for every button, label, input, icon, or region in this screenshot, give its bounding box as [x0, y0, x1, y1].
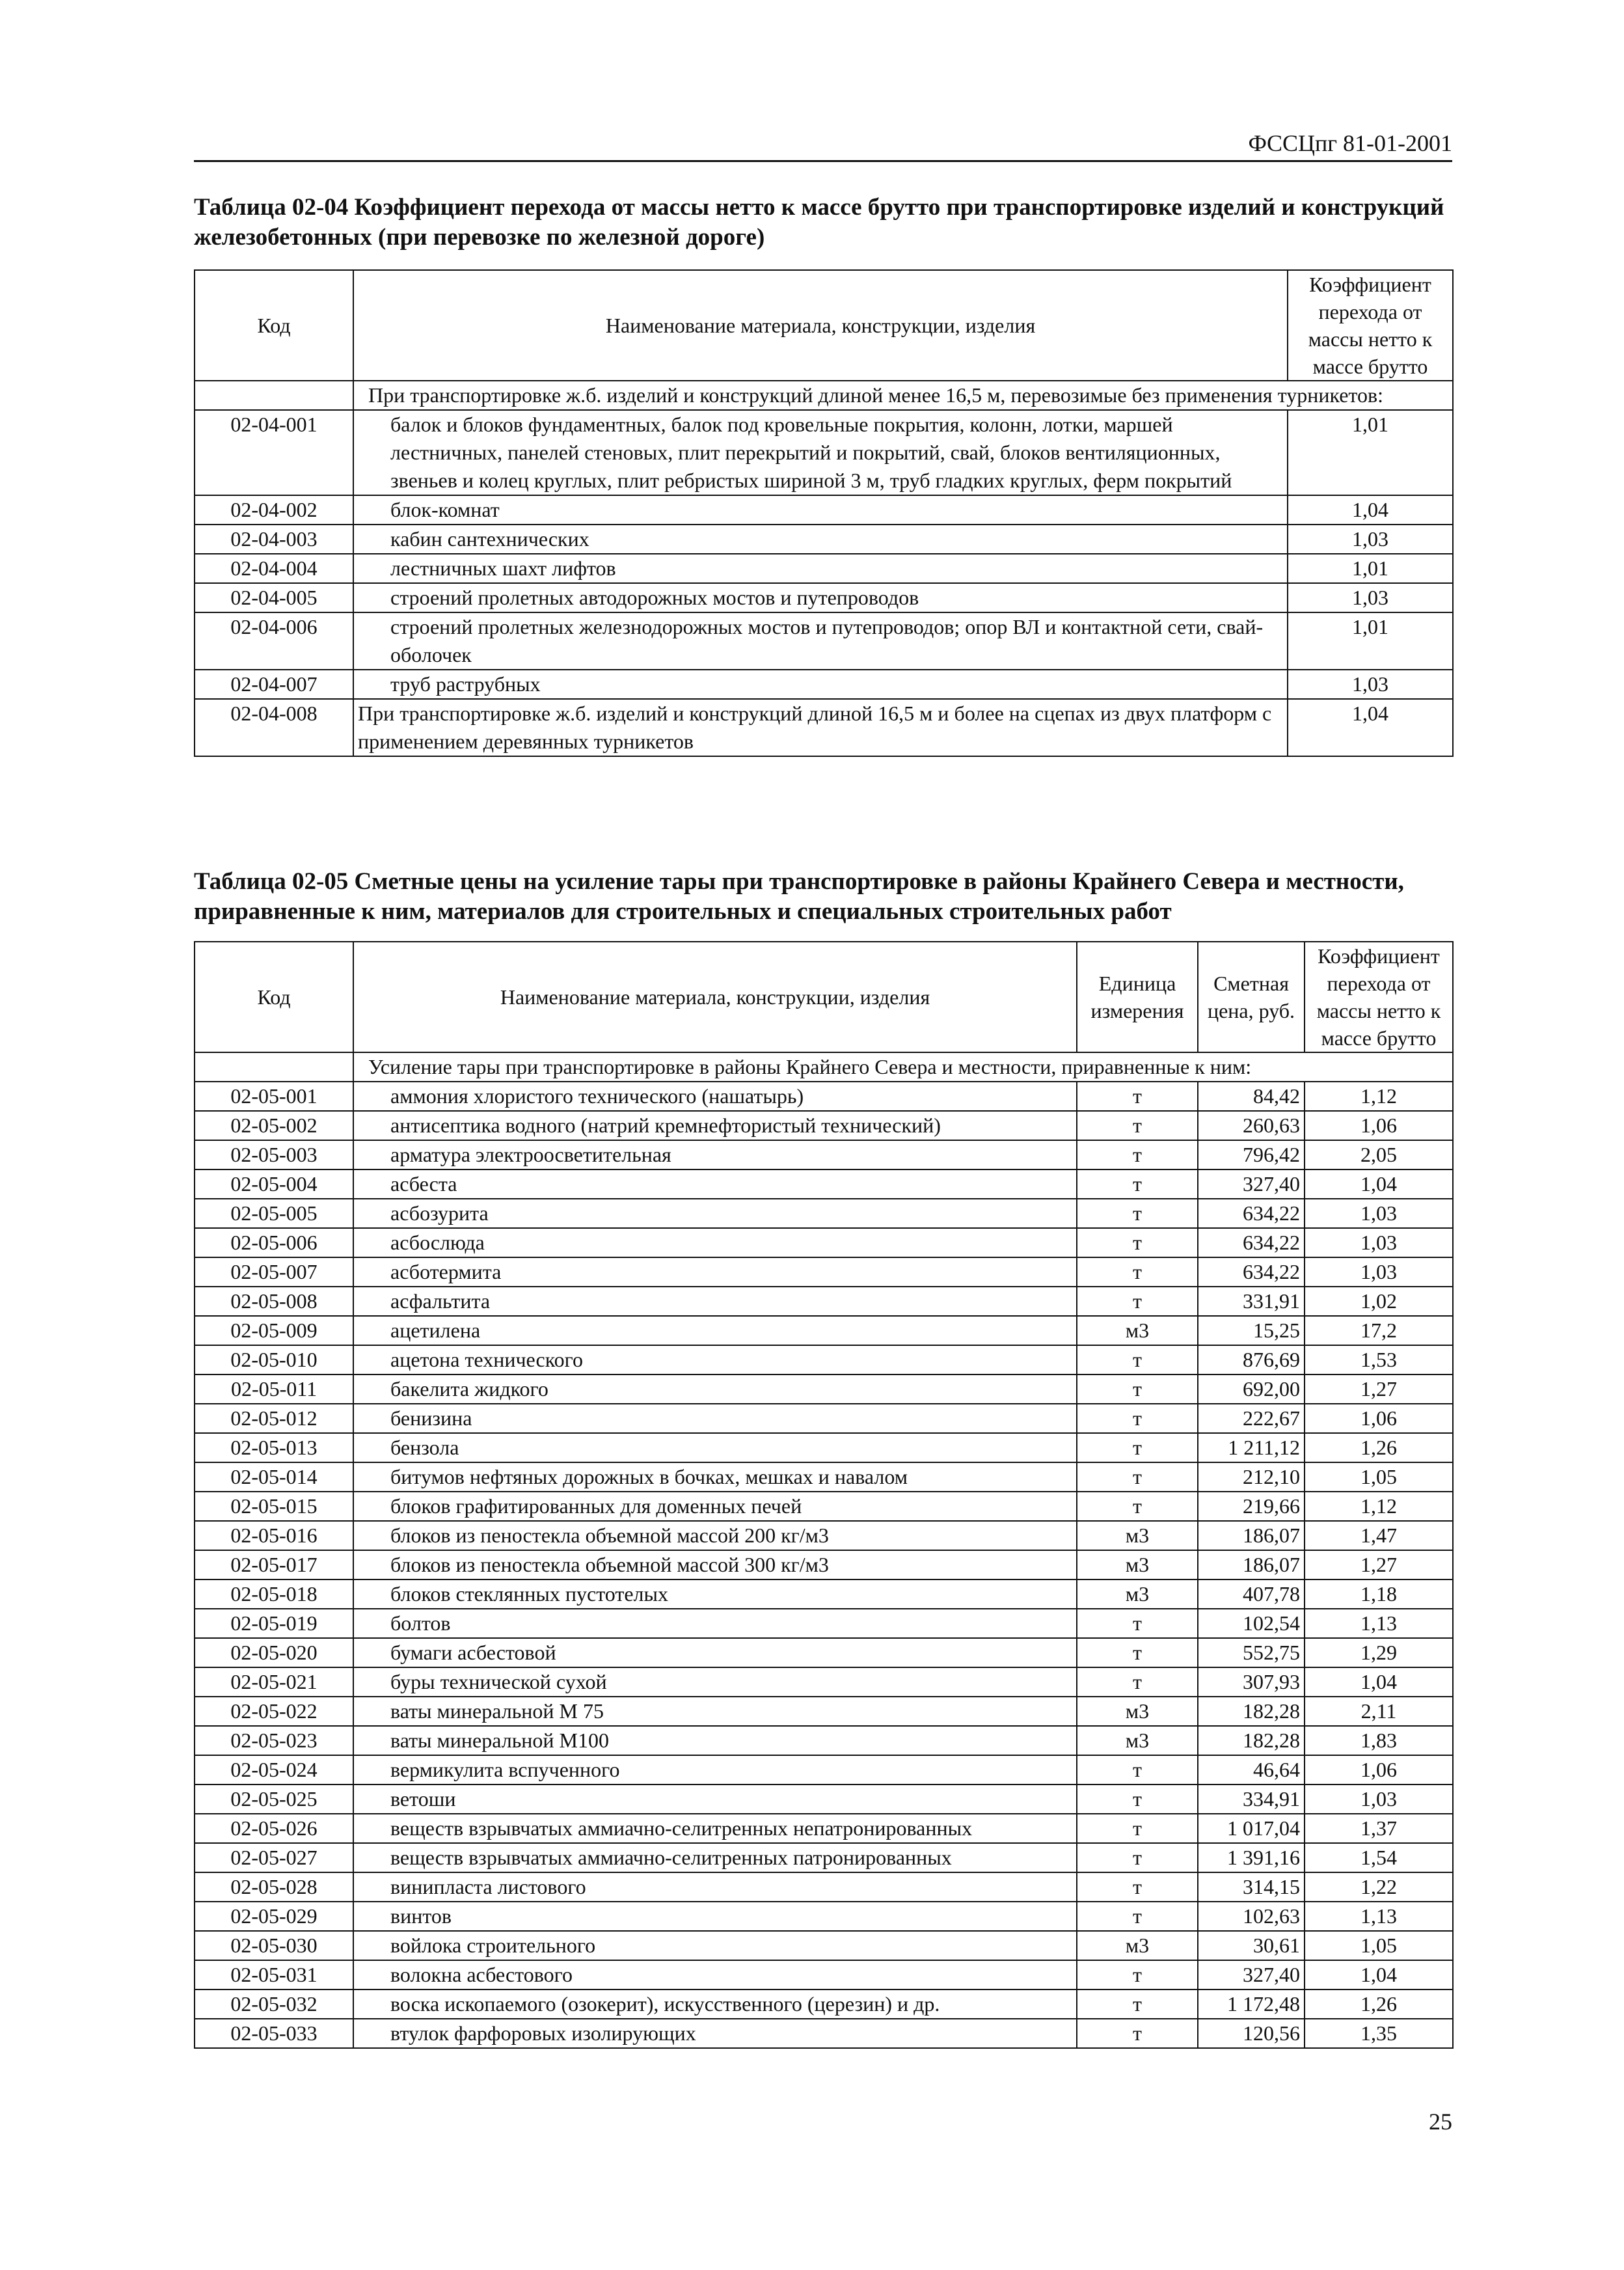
section-row	[195, 1052, 1453, 1082]
table-02-05	[194, 941, 1454, 2049]
row-code: 02-05-025	[195, 1785, 353, 1814]
row-code: 02-05-022	[195, 1697, 353, 1726]
row-coef: 1,01	[1288, 554, 1453, 583]
row-coef: 17,2	[1305, 1316, 1453, 1345]
row-unit: т	[1077, 1374, 1198, 1404]
row-code: 02-04-007	[195, 670, 353, 699]
table-row	[195, 1960, 1453, 1990]
row-unit: м3	[1077, 1931, 1198, 1960]
row-coef: 1,47	[1305, 1521, 1453, 1550]
table-row	[195, 1902, 1453, 1931]
row-price: 222,67	[1198, 1404, 1305, 1433]
row-code: 02-05-005	[195, 1199, 353, 1228]
table-row	[195, 1638, 1453, 1667]
row-code: 02-05-024	[195, 1755, 353, 1785]
row-coef: 1,04	[1305, 1169, 1453, 1199]
row-code: 02-05-026	[195, 1814, 353, 1843]
column-header-coef: Коэффициент перехода от массы нетто к массе брутто	[1305, 942, 1453, 1052]
row-code: 02-05-019	[195, 1609, 353, 1638]
row-code: 02-05-012	[195, 1404, 353, 1433]
table-row	[195, 1492, 1453, 1521]
row-name: блоков из пеностекла объемной массой 200 кг/м3	[353, 1521, 1077, 1550]
table-row	[195, 612, 1453, 670]
row-coef: 1,03	[1305, 1257, 1453, 1287]
row-price: 634,22	[1198, 1257, 1305, 1287]
row-coef: 1,26	[1305, 1433, 1453, 1462]
row-price: 327,40	[1198, 1960, 1305, 1990]
row-price: 120,56	[1198, 2019, 1305, 2048]
row-coef: 1,04	[1288, 699, 1453, 756]
row-name: винипласта листового	[353, 1872, 1077, 1902]
row-unit: м3	[1077, 1697, 1198, 1726]
row-price: 1 017,04	[1198, 1814, 1305, 1843]
row-coef: 1,06	[1305, 1111, 1453, 1140]
row-price: 84,42	[1198, 1082, 1305, 1111]
table-02-04-title: Таблица 02-04 Коэффициент перехода от массы нетто к массе брутто при транспортировке изделий и конструкций железобетонных (при перевозке по железной дороге)	[194, 194, 1444, 251]
row-code: 02-05-008	[195, 1287, 353, 1316]
row-name: веществ взрывчатых аммиачно-селитренных непатронированных	[353, 1814, 1077, 1843]
row-code: 02-05-010	[195, 1345, 353, 1374]
table-row	[195, 1433, 1453, 1462]
row-coef: 1,04	[1305, 1960, 1453, 1990]
row-coef: 1,05	[1305, 1931, 1453, 1960]
row-name: балок и блоков фундаментных, балок под кровельные покрытия, колонн, лотки, маршей лестничных, панелей стеновых, плит перекрытий и покрытий, свай, блоков вентиляционных, звеньев и колец круглых, плит ребристых шириной 3 м, труб гладких круглых, ферм покрытий	[353, 410, 1288, 495]
column-header-price: Сметная цена, руб.	[1198, 942, 1305, 1052]
row-coef: 1,06	[1305, 1755, 1453, 1785]
row-code: 02-05-007	[195, 1257, 353, 1287]
table-row	[195, 1609, 1453, 1638]
row-unit: т	[1077, 1287, 1198, 1316]
table-row	[195, 670, 1453, 699]
column-header-name: Наименование материала, конструкции, изделия	[353, 270, 1288, 381]
row-unit: т	[1077, 1257, 1198, 1287]
row-price: 102,54	[1198, 1609, 1305, 1638]
row-coef: 1,53	[1305, 1345, 1453, 1374]
row-name: ваты минеральной М100	[353, 1726, 1077, 1755]
row-price: 331,91	[1198, 1287, 1305, 1316]
row-coef: 1,04	[1288, 495, 1453, 525]
row-name: ацетилена	[353, 1316, 1077, 1345]
row-price: 212,10	[1198, 1462, 1305, 1492]
page-number: 25	[1429, 2109, 1452, 2135]
row-coef: 1,12	[1305, 1492, 1453, 1521]
row-coef: 1,83	[1305, 1726, 1453, 1755]
row-name: асфальтита	[353, 1287, 1077, 1316]
table-row	[195, 525, 1453, 554]
row-coef: 2,05	[1305, 1140, 1453, 1169]
row-price: 796,42	[1198, 1140, 1305, 1169]
section-row	[195, 381, 1453, 410]
row-unit: т	[1077, 1199, 1198, 1228]
row-unit: т	[1077, 1462, 1198, 1492]
row-name: бакелита жидкого	[353, 1374, 1077, 1404]
row-coef: 1,27	[1305, 1374, 1453, 1404]
table-row	[195, 1404, 1453, 1433]
row-name: строений пролетных железнодорожных мостов и путепроводов; опор ВЛ и контактной сети, свай-оболочек	[353, 612, 1288, 670]
table-02-05-title: Таблица 02-05 Сметные цены на усиление тары при транспортировке в районы Крайнего Севера и местности, приравненные к ним, материалов для строительных и специальных строительных работ	[194, 868, 1404, 925]
row-code: 02-05-009	[195, 1316, 353, 1345]
row-name: блоков из пеностекла объемной массой 300 кг/м3	[353, 1550, 1077, 1579]
section-label: При транспортировке ж.б. изделий и конструкций длиной менее 16,5 м, перевозимые без применения турникетов:	[353, 381, 1453, 410]
row-price: 876,69	[1198, 1345, 1305, 1374]
row-coef: 1,03	[1305, 1785, 1453, 1814]
row-code: 02-05-003	[195, 1140, 353, 1169]
row-name: аммония хлористого технического (нашатырь)	[353, 1082, 1077, 1111]
row-unit: т	[1077, 1814, 1198, 1843]
table-header-row	[195, 270, 1453, 381]
row-name: волокна асбестового	[353, 1960, 1077, 1990]
row-code: 02-05-002	[195, 1111, 353, 1140]
row-name: кабин сантехнических	[353, 525, 1288, 554]
table-02-04	[194, 269, 1454, 757]
row-name: труб раструбных	[353, 670, 1288, 699]
row-price: 327,40	[1198, 1169, 1305, 1199]
row-code: 02-04-003	[195, 525, 353, 554]
row-coef: 2,11	[1305, 1697, 1453, 1726]
column-header-coef: Коэффициент перехода от массы нетто к массе брутто	[1288, 270, 1453, 381]
row-price: 260,63	[1198, 1111, 1305, 1140]
row-coef: 1,03	[1288, 583, 1453, 612]
column-header-code: Код	[195, 270, 353, 381]
table-row	[195, 495, 1453, 525]
row-price: 182,28	[1198, 1726, 1305, 1755]
row-price: 219,66	[1198, 1492, 1305, 1521]
row-code: 02-05-018	[195, 1579, 353, 1609]
row-coef: 1,02	[1305, 1287, 1453, 1316]
row-unit: т	[1077, 1902, 1198, 1931]
table-row	[195, 1287, 1453, 1316]
table-row	[195, 410, 1453, 495]
row-price: 334,91	[1198, 1785, 1305, 1814]
row-code: 02-05-014	[195, 1462, 353, 1492]
row-name: вермикулита вспученного	[353, 1755, 1077, 1785]
row-name: войлока строительного	[353, 1931, 1077, 1960]
row-name: блоков графитированных для доменных печей	[353, 1492, 1077, 1521]
table-row	[195, 1990, 1453, 2019]
row-unit: т	[1077, 1140, 1198, 1169]
row-price: 102,63	[1198, 1902, 1305, 1931]
row-coef: 1,01	[1288, 410, 1453, 495]
row-coef: 1,05	[1305, 1462, 1453, 1492]
row-unit: т	[1077, 1990, 1198, 2019]
row-unit: т	[1077, 1404, 1198, 1433]
row-price: 552,75	[1198, 1638, 1305, 1667]
row-code: 02-05-006	[195, 1228, 353, 1257]
row-name: втулок фарфоровых изолирующих	[353, 2019, 1077, 2048]
row-price: 634,22	[1198, 1228, 1305, 1257]
row-coef: 1,27	[1305, 1550, 1453, 1579]
table-row	[195, 699, 1453, 756]
row-coef: 1,13	[1305, 1902, 1453, 1931]
column-header-unit: Единица измерения	[1077, 942, 1198, 1052]
row-coef: 1,35	[1305, 2019, 1453, 2048]
row-price: 1 391,16	[1198, 1843, 1305, 1872]
row-unit: т	[1077, 1638, 1198, 1667]
row-name: строений пролетных автодорожных мостов и путепроводов	[353, 583, 1288, 612]
row-coef: 1,03	[1305, 1228, 1453, 1257]
row-coef: 1,22	[1305, 1872, 1453, 1902]
table-row	[195, 1228, 1453, 1257]
row-price: 15,25	[1198, 1316, 1305, 1345]
row-coef: 1,54	[1305, 1843, 1453, 1872]
row-name: битумов нефтяных дорожных в бочках, мешках и навалом	[353, 1462, 1077, 1492]
column-header-code: Код	[195, 942, 353, 1052]
document-code-header	[194, 128, 1452, 162]
table-row	[195, 1374, 1453, 1404]
row-unit: т	[1077, 1872, 1198, 1902]
row-code: 02-05-030	[195, 1931, 353, 1960]
row-code: 02-04-005	[195, 583, 353, 612]
row-name: буры технической сухой	[353, 1667, 1077, 1697]
row-coef: 1,04	[1305, 1667, 1453, 1697]
row-name: При транспортировке ж.б. изделий и конструкций длиной 16,5 м и более на сцепах из двух платформ с применением деревянных турникетов	[353, 699, 1288, 756]
table-row	[195, 1550, 1453, 1579]
row-name: бумаги асбестовой	[353, 1638, 1077, 1667]
table-row	[195, 583, 1453, 612]
row-name: бенизина	[353, 1404, 1077, 1433]
row-name: блок-комнат	[353, 495, 1288, 525]
row-code: 02-05-021	[195, 1667, 353, 1697]
row-name: антисептика водного (натрий кремнефтористый технический)	[353, 1111, 1077, 1140]
table-row	[195, 1667, 1453, 1697]
table-row	[195, 2019, 1453, 2048]
table-row	[195, 1872, 1453, 1902]
table-row	[195, 1579, 1453, 1609]
row-price: 46,64	[1198, 1755, 1305, 1785]
table-row	[195, 1199, 1453, 1228]
row-price: 186,07	[1198, 1521, 1305, 1550]
row-code: 02-05-020	[195, 1638, 353, 1667]
row-unit: т	[1077, 2019, 1198, 2048]
row-price: 186,07	[1198, 1550, 1305, 1579]
row-code: 02-05-029	[195, 1902, 353, 1931]
row-unit: т	[1077, 1433, 1198, 1462]
row-unit: т	[1077, 1785, 1198, 1814]
row-unit: т	[1077, 1755, 1198, 1785]
row-name: асбослюда	[353, 1228, 1077, 1257]
table-row	[195, 1785, 1453, 1814]
row-code: 02-05-016	[195, 1521, 353, 1550]
row-unit: т	[1077, 1609, 1198, 1638]
row-name: ветоши	[353, 1785, 1077, 1814]
table-row	[195, 1697, 1453, 1726]
row-coef: 1,13	[1305, 1609, 1453, 1638]
row-name: болтов	[353, 1609, 1077, 1638]
row-coef: 1,12	[1305, 1082, 1453, 1111]
row-unit: т	[1077, 1228, 1198, 1257]
row-unit: т	[1077, 1082, 1198, 1111]
row-unit: м3	[1077, 1550, 1198, 1579]
column-header-name: Наименование материала, конструкции, изделия	[353, 942, 1077, 1052]
document-code: ФССЦпг 81-01-2001	[1248, 130, 1452, 156]
row-coef: 1,18	[1305, 1579, 1453, 1609]
row-code: 02-04-001	[195, 410, 353, 495]
row-unit: т	[1077, 1492, 1198, 1521]
row-coef: 1,26	[1305, 1990, 1453, 2019]
row-code: 02-05-011	[195, 1374, 353, 1404]
row-code: 02-05-032	[195, 1990, 353, 2019]
row-name: асбозурита	[353, 1199, 1077, 1228]
row-coef: 1,37	[1305, 1814, 1453, 1843]
row-price: 634,22	[1198, 1199, 1305, 1228]
row-price: 407,78	[1198, 1579, 1305, 1609]
row-name: блоков стеклянных пустотелых	[353, 1579, 1077, 1609]
row-name: бензола	[353, 1433, 1077, 1462]
row-unit: т	[1077, 1345, 1198, 1374]
row-price: 1 211,12	[1198, 1433, 1305, 1462]
row-unit: м3	[1077, 1316, 1198, 1345]
row-coef: 1,01	[1288, 612, 1453, 670]
row-coef: 1,03	[1288, 525, 1453, 554]
row-unit: т	[1077, 1960, 1198, 1990]
row-price: 30,61	[1198, 1931, 1305, 1960]
row-unit: т	[1077, 1169, 1198, 1199]
row-name: арматура электроосветительная	[353, 1140, 1077, 1169]
row-name: ацетона технического	[353, 1345, 1077, 1374]
table-row	[195, 1843, 1453, 1872]
row-name: лестничных шахт лифтов	[353, 554, 1288, 583]
table-row	[195, 1257, 1453, 1287]
table-row	[195, 1726, 1453, 1755]
table-row	[195, 1521, 1453, 1550]
table-row	[195, 1462, 1453, 1492]
table-row	[195, 1169, 1453, 1199]
row-coef: 1,06	[1305, 1404, 1453, 1433]
row-price: 314,15	[1198, 1872, 1305, 1902]
row-code: 02-05-031	[195, 1960, 353, 1990]
row-code: 02-05-017	[195, 1550, 353, 1579]
row-code: 02-04-006	[195, 612, 353, 670]
row-name: веществ взрывчатых аммиачно-селитренных патронированных	[353, 1843, 1077, 1872]
table-row	[195, 1082, 1453, 1111]
table-row	[195, 1931, 1453, 1960]
row-unit: м3	[1077, 1521, 1198, 1550]
table-row	[195, 1755, 1453, 1785]
row-unit: т	[1077, 1843, 1198, 1872]
row-code: 02-05-001	[195, 1082, 353, 1111]
row-name: асбеста	[353, 1169, 1077, 1199]
table-header-row	[195, 942, 1453, 1052]
row-code: 02-05-004	[195, 1169, 353, 1199]
table-row	[195, 1345, 1453, 1374]
row-name: воска ископаемого (озокерит), искусственного (церезин) и др.	[353, 1990, 1077, 2019]
row-code: 02-04-008	[195, 699, 353, 756]
row-code: 02-04-004	[195, 554, 353, 583]
table-row	[195, 1316, 1453, 1345]
row-price: 182,28	[1198, 1697, 1305, 1726]
table-row	[195, 554, 1453, 583]
row-price: 692,00	[1198, 1374, 1305, 1404]
row-unit: т	[1077, 1667, 1198, 1697]
section-label: Усиление тары при транспортировке в районы Крайнего Севера и местности, приравненные к ним:	[353, 1052, 1453, 1082]
row-unit: т	[1077, 1111, 1198, 1140]
row-name: асботермита	[353, 1257, 1077, 1287]
table-row	[195, 1140, 1453, 1169]
row-price: 307,93	[1198, 1667, 1305, 1697]
row-coef: 1,03	[1305, 1199, 1453, 1228]
row-code: 02-04-002	[195, 495, 353, 525]
row-code: 02-05-027	[195, 1843, 353, 1872]
row-code: 02-05-028	[195, 1872, 353, 1902]
row-code: 02-05-013	[195, 1433, 353, 1462]
row-name: ваты минеральной М 75	[353, 1697, 1077, 1726]
row-code: 02-05-033	[195, 2019, 353, 2048]
row-code: 02-05-015	[195, 1492, 353, 1521]
table-row	[195, 1111, 1453, 1140]
table-row	[195, 1814, 1453, 1843]
row-unit: м3	[1077, 1726, 1198, 1755]
row-name: винтов	[353, 1902, 1077, 1931]
row-price: 1 172,48	[1198, 1990, 1305, 2019]
row-code: 02-05-023	[195, 1726, 353, 1755]
row-unit: м3	[1077, 1579, 1198, 1609]
row-coef: 1,03	[1288, 670, 1453, 699]
row-coef: 1,29	[1305, 1638, 1453, 1667]
